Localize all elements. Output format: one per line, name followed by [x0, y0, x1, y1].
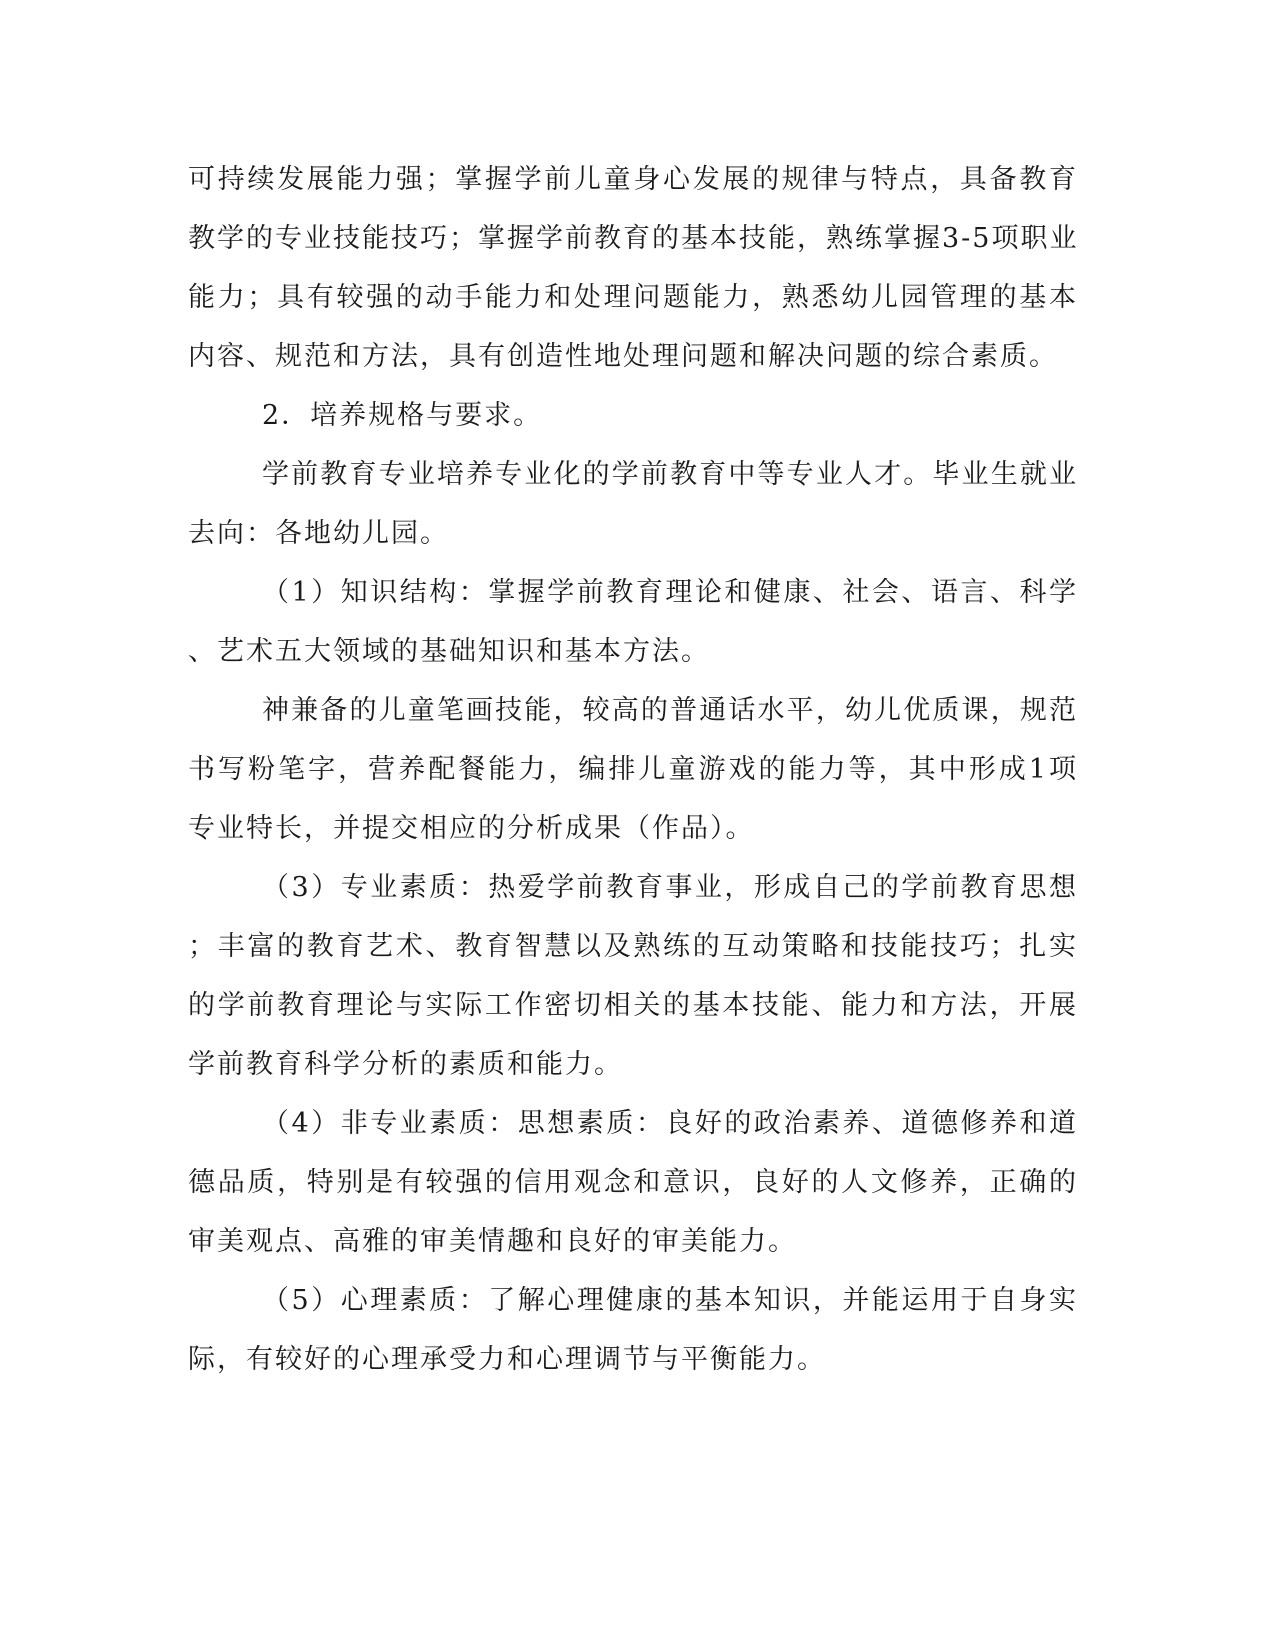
- text-line: 书写粉笔字，营养配餐能力，编排儿童游戏的能力等，其中形成1项: [188, 754, 1078, 785]
- text-line: 学前教育专业培养专业化的学前教育中等专业人才。毕业生就业: [262, 459, 1078, 490]
- text-line: 学前教育科学分析的素质和能力。: [188, 1049, 623, 1080]
- text-line: （4）非专业素质：思想素质：良好的政治素养、道德修养和道: [262, 1108, 1078, 1139]
- text-line: 去向：各地幼儿园。: [188, 518, 449, 549]
- section-heading: 2．培养规格与要求。: [262, 400, 543, 431]
- text-line: （5）心理素质：了解心理健康的基本知识，并能运用于自身实: [262, 1285, 1078, 1316]
- text-line: 神兼备的儿童笔画技能，较高的普通话水平，幼儿优质课，规范: [262, 695, 1078, 726]
- text-line: （1）知识结构：掌握学前教育理论和健康、社会、语言、科学: [262, 577, 1078, 608]
- text-line: 可持续发展能力强；掌握学前儿童身心发展的规律与特点，具备教育: [188, 164, 1078, 195]
- text-line: 专业特长，并提交相应的分析成果（作品）。: [188, 813, 755, 844]
- text-line: 、艺术五大领域的基础知识和基本方法。: [188, 636, 710, 667]
- text-line: 的学前教育理论与实际工作密切相关的基本技能、能力和方法，开展: [188, 990, 1078, 1021]
- text-line: （3）专业素质：热爱学前教育事业，形成自己的学前教育思想: [262, 872, 1078, 903]
- text-line: 教学的专业技能技巧；掌握学前教育的基本技能，熟练掌握3-5项职业: [188, 223, 1079, 254]
- text-line: 能力；具有较强的动手能力和处理问题能力，熟悉幼儿园管理的基本: [188, 282, 1078, 313]
- text-line: 内容、规范和方法，具有创造性地处理问题和解决问题的综合素质。: [188, 341, 1058, 372]
- text-line: 际，有较好的心理承受力和心理调节与平衡能力。: [188, 1344, 826, 1375]
- text-line: 审美观点、高雅的审美情趣和良好的审美能力。: [188, 1226, 797, 1257]
- text-line: 德品质，特别是有较强的信用观念和意识，良好的人文修养，正确的: [188, 1167, 1078, 1198]
- text-line: ；丰富的教育艺术、教育智慧以及熟练的互动策略和技能技巧；扎实: [188, 931, 1078, 962]
